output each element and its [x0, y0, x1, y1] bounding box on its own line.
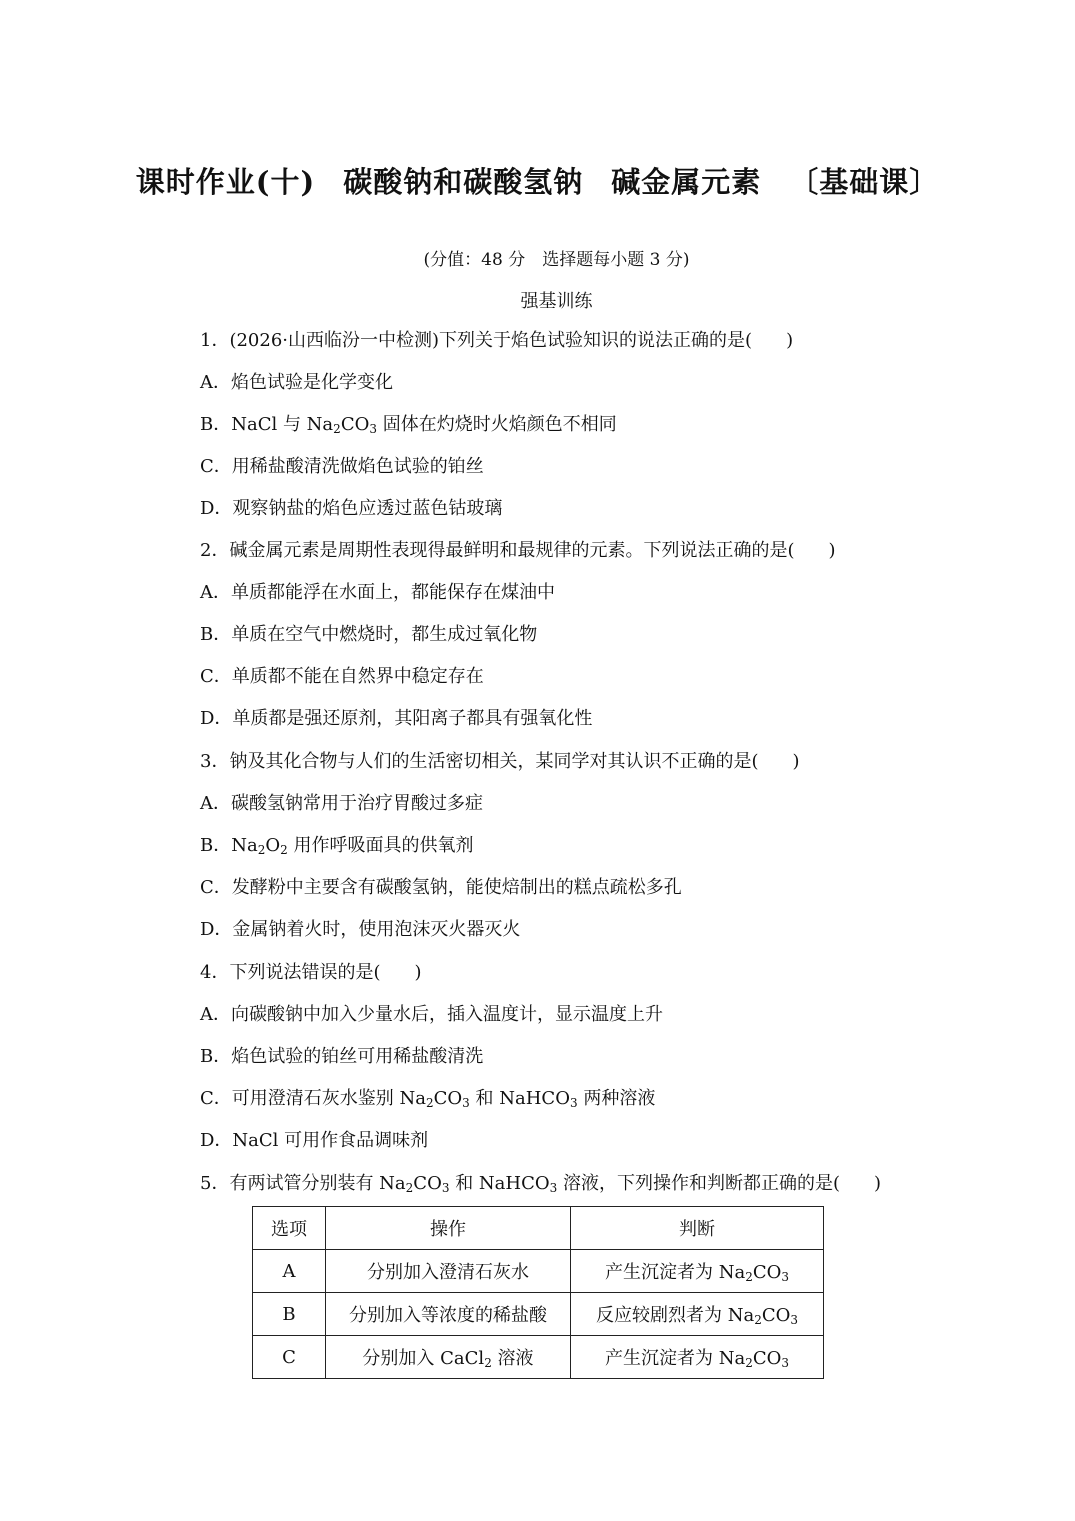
question-4-option-b: B．焰色试验的铂丝可用稀盐酸清洗 [200, 1046, 484, 1067]
title-lesson: 课时作业(十) [135, 165, 316, 199]
question-2-option-a: A．单质都能浮在水面上，都能保存在煤油中 [200, 582, 555, 603]
score-note: (分值：48 分 选择题每小题 3 分) [423, 250, 690, 270]
page-title [0, 160, 1075, 201]
question-3-option-c: C．发酵粉中主要含有碳酸氢钠，能使焙制出的糕点疏松多孔 [200, 877, 682, 898]
answer-options-table [252, 1206, 824, 1379]
title-topic2: 碱金属元素 [611, 165, 762, 199]
question-3-option-d: D．金属钠着火时，使用泡沫灭火器灭火 [200, 919, 521, 940]
table-cell: B [253, 1293, 326, 1336]
question-4-option-d: D．NaCl 可用作食品调味剂 [200, 1130, 429, 1151]
title-topic1: 碳酸钠和碳酸氢钠 [343, 165, 584, 199]
table-cell: 分别加入澄清石灰水 [326, 1250, 571, 1293]
table-cell: 分别加入等浓度的稀盐酸 [326, 1293, 571, 1336]
table-cell: A [253, 1250, 326, 1293]
question-1-stem: 1．(2026·山西临汾一中检测)下列关于焰色试验知识的说法正确的是( ) [200, 330, 794, 351]
question-2-stem: 2．碱金属元素是周期性表现得最鲜明和最规律的元素。下列说法正确的是( ) [200, 540, 836, 561]
table-cell: 产生沉淀者为 $Na_2CO_3$ [571, 1336, 824, 1379]
question-3-option-b: B．$Na_2O_2$ 用作呼吸面具的供氧剂 [200, 835, 474, 857]
table-cell: 反应较剧烈者为 $Na_2CO_3$ [571, 1293, 824, 1336]
question-2-option-c: C．单质都不能在自然界中稳定存在 [200, 666, 484, 687]
question-4-option-a: A．向碳酸钠中加入少量水后，插入温度计，显示温度上升 [200, 1004, 663, 1025]
question-3-option-a: A．碳酸氢钠常用于治疗胃酸过多症 [200, 793, 483, 814]
question-2-option-b: B．单质在空气中燃烧时，都生成过氧化物 [200, 624, 538, 645]
question-1-option-c: C．用稀盐酸清洗做焰色试验的铂丝 [200, 456, 484, 477]
table-cell: C [253, 1336, 326, 1379]
question-1-option-d: D．观察钠盐的焰色应透过蓝色钴玻璃 [200, 498, 503, 519]
title-level: 〔基础课〕 [789, 165, 940, 199]
question-2-option-d: D．单质都是强还原剂，其阳离子都具有强氧化性 [200, 708, 593, 729]
question-4-stem: 4．下列说法错误的是( ) [200, 962, 422, 983]
table-row [253, 1336, 824, 1379]
table-header-row [253, 1207, 824, 1250]
question-1-option-b: B．NaCl 与 $Na_2CO_3$ 固体在灼烧时火焰颜色不相同 [200, 414, 617, 436]
table-header-cell: 判断 [571, 1207, 824, 1250]
table-cell: 产生沉淀者为 $Na_2CO_3$ [571, 1250, 824, 1293]
section-heading: 强基训练 [520, 291, 593, 312]
table-row [253, 1293, 824, 1336]
question-5-stem: 5．有两试管分别装有 $Na_2CO_3$ 和 NaHCO$_3$ 溶液，下列操作和判断都正确的是( ) [200, 1173, 882, 1195]
question-4-option-c: C．可用澄清石灰水鉴别 $Na_2CO_3$ 和 NaHCO$_3$ 两种溶液 [200, 1088, 656, 1110]
table-header-cell: 操作 [326, 1207, 571, 1250]
question-1-option-a: A．焰色试验是化学变化 [200, 372, 393, 393]
question-3-stem: 3．钠及其化合物与人们的生活密切相关，某同学对其认识不正确的是( ) [200, 751, 800, 772]
table-header-cell: 选项 [253, 1207, 326, 1250]
table-row [253, 1250, 824, 1293]
table-cell: 分别加入 CaCl$_2$ 溶液 [326, 1336, 571, 1379]
